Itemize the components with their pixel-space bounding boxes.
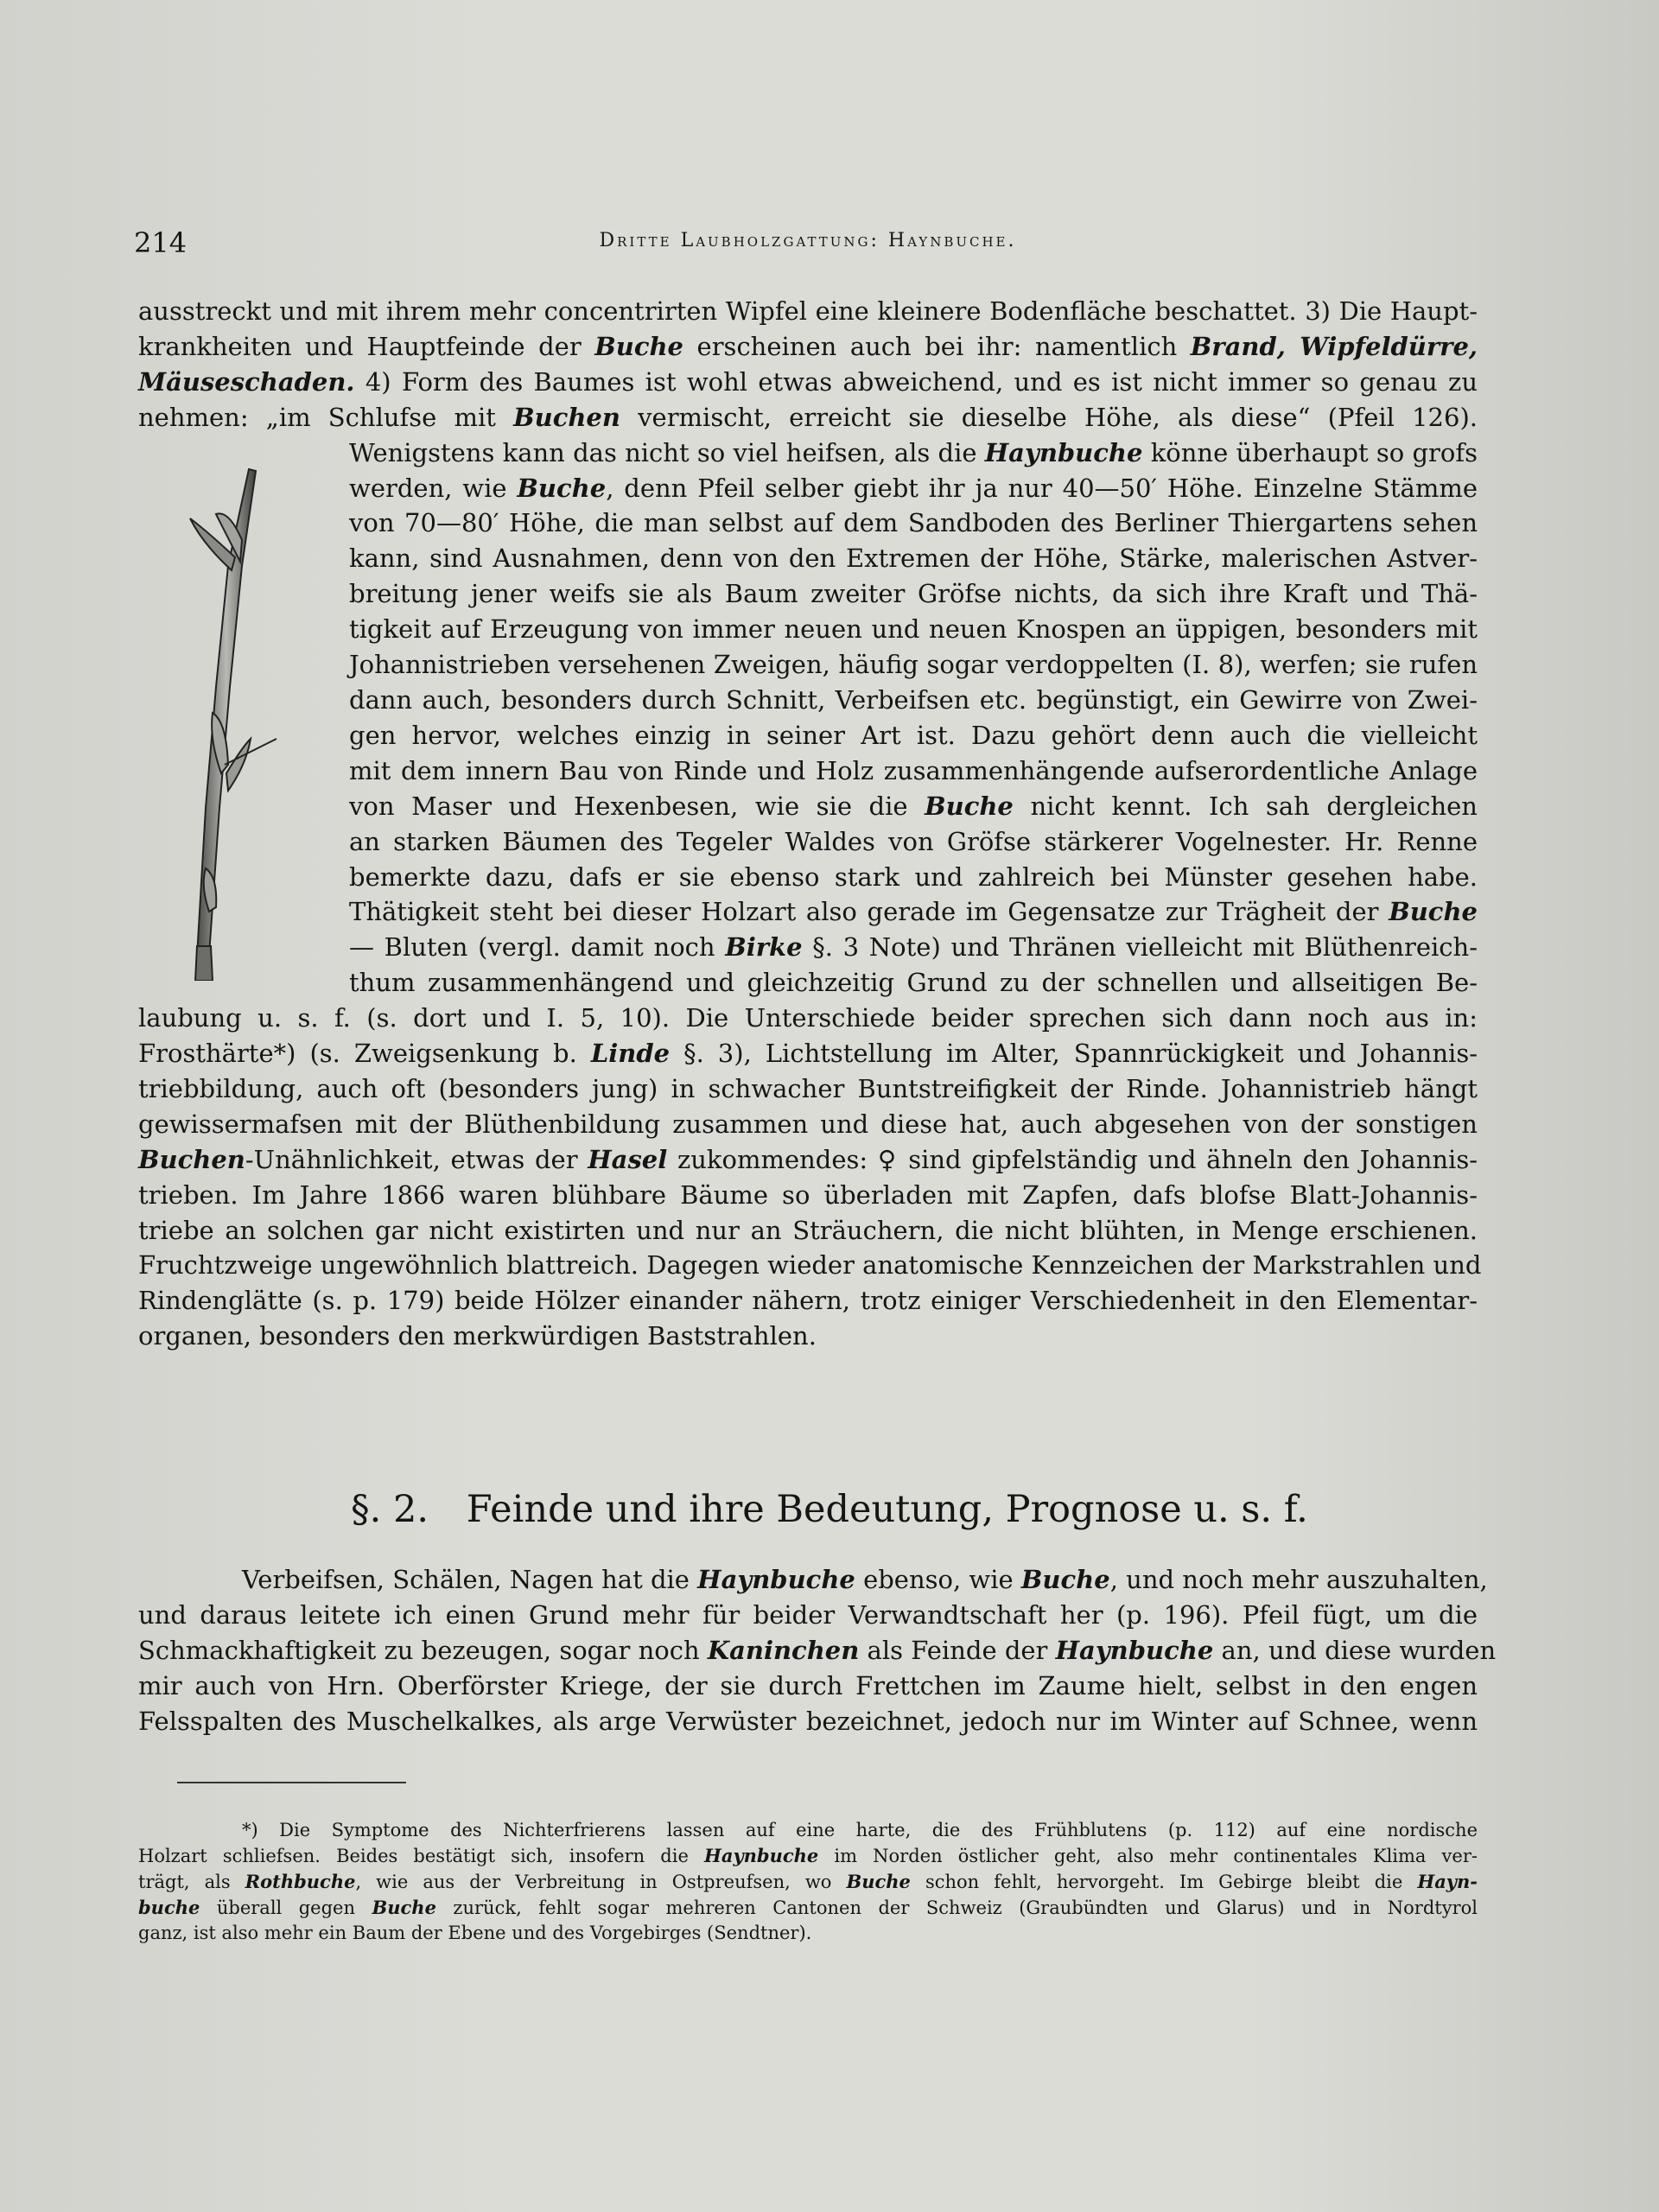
text-run: mir auch von Hrn. Oberförster Kriege, der sie durch Frettchen im Zaume hielt, selbst in den engen [138, 1670, 1478, 1700]
text-run: krankheiten und Hauptfeinde der [138, 331, 595, 361]
text-run: 4) Form des Baumes ist wohl etwas abweichend, und es ist nicht immer so genau zu [354, 366, 1478, 397]
text-line [138, 1869, 1478, 1895]
twig-illustration [156, 462, 294, 981]
text-line [138, 505, 1478, 541]
text-run: nehmen: „im Schlufse mit [138, 402, 514, 432]
text-line [138, 1921, 1478, 1946]
text-run: — Bluten (vergl. damit noch [349, 932, 726, 963]
text-line [138, 612, 1478, 647]
text-run: und daraus leitete ich einen Grund mehr für beider Verwandtschaft her (p. 196). Pfeil fügt, um die [138, 1599, 1478, 1630]
text-run: von Maser und Hexenbesen, wie sie die [349, 791, 925, 821]
text-line [138, 1107, 1478, 1142]
text-line [138, 365, 1478, 400]
text-line [138, 1142, 1478, 1178]
text-line [138, 1598, 1478, 1633]
text-run: thum zusammenhängend und gleichzeitig Grund zu der schnellen und allseitigen Be- [349, 968, 1478, 998]
italic-text: Buche [594, 331, 684, 361]
text-run: Felsspalten des Muschelkalkes, als arge Verwüster bezeichnet, jedoch nur im Winter auf Schnee, wenn [138, 1706, 1478, 1736]
text-line [138, 894, 1478, 930]
italic-text: Linde [590, 1039, 671, 1069]
text-run: erscheinen auch bei ihr: namentlich [683, 331, 1191, 361]
text-line [138, 471, 1478, 506]
text-run: ausstreckt und mit ihrem mehr concentrirten Wipfel eine kleinere Bodenfläche beschattet. 3) Die Haupt- [138, 296, 1478, 326]
italic-text: Birke [725, 932, 803, 963]
text-run: mit dem innern Bau von Rinde und Holz zusammenhängende aufserordentliche Anlage [349, 755, 1478, 785]
italic-text: Mäuseschaden. [138, 366, 355, 397]
text-run: bemerkte dazu, dafs er sie ebenso stark und zahlreich bei Münster gesehen habe. [349, 861, 1478, 892]
text-line [138, 576, 1478, 612]
text-run: ganz, ist also mehr ein Baum der Ebene und des Vorgebirges (Sendtner). [138, 1923, 812, 1943]
text-run: organen, besonders den merkwürdigen Baststrahlen. [138, 1321, 817, 1351]
text-run: werden, wie [349, 473, 518, 503]
text-line [138, 965, 1478, 1001]
text-line [138, 860, 1478, 895]
text-run: Johannistrieben versehenen Zweigen, häufig sogar verdoppelten (I. 8), werfen; sie rufen [349, 650, 1478, 680]
text-line [138, 1633, 1497, 1669]
text-line [138, 1213, 1478, 1249]
text-run: , denn Pfeil selber giebt ihr ja nur 40—50′ Höhe. Einzelne Stämme [606, 473, 1478, 503]
text-run: triebe an solchen gar nicht existirten und nur an Sträuchern, die nicht blühten, in Menge erschienen. [138, 1215, 1478, 1245]
italic-text: Buche [925, 791, 1014, 821]
text-run: §. 3 Note) und Thränen vielleicht mit Blüthenreich- [802, 932, 1478, 963]
text-run: dann auch, besonders durch Schnitt, Verbeifsen etc. begünstigt, ein Gewirre von Zwei- [349, 684, 1478, 715]
text-line [138, 789, 1478, 824]
text-line [138, 647, 1478, 683]
text-run: *) Die Symptome des Nichterfrierens lassen auf eine harte, die des Frühblutens (p. 112) auf eine nordische [242, 1820, 1478, 1840]
text-line [138, 1001, 1478, 1036]
text-line [138, 930, 1478, 965]
italic-text: Buchen [513, 402, 620, 432]
italic-text: Buchen [138, 1144, 245, 1174]
text-line [138, 400, 1478, 435]
text-run: als Feinde der [859, 1635, 1056, 1665]
text-line [138, 294, 1478, 329]
text-run: gewissermafsen mit der Blüthenbildung zusammen und diese hat, auch abgesehen von der sonstigen [138, 1109, 1478, 1139]
text-run: überall gegen [200, 1897, 372, 1918]
running-head [134, 226, 1482, 261]
text-run: , und noch mehr auszuhalten, [1109, 1565, 1488, 1594]
text-line [138, 1562, 1488, 1598]
text-line [138, 1178, 1478, 1213]
section-title: Feinde und ihre Bedeutung, Prognose u. s. f. [466, 1488, 1308, 1531]
italic-text: Buche [372, 1897, 436, 1918]
text-run: Frosthärte*) (s. Zweigsenkung b. [138, 1039, 591, 1069]
text-run: gen hervor, welches einzig in seiner Art ist. Dazu gehört denn auch die vielleicht [349, 720, 1478, 750]
body-text [138, 294, 1482, 1354]
text-line [138, 1036, 1478, 1071]
text-run: Holzart schliefsen. Beides bestätigt sich, insofern die [138, 1846, 704, 1866]
text-run: , wie aus der Verbreitung in Ostpreufsen, wo [355, 1872, 847, 1892]
italic-text: Hasel [588, 1144, 668, 1174]
italic-text: Brand, Wipfeldürre, [1190, 331, 1478, 361]
italic-text: Haynbuche [697, 1565, 855, 1594]
text-line [138, 329, 1478, 365]
footnote [138, 1818, 1478, 1946]
text-line [138, 1818, 1478, 1843]
text-run: Schmackhaftigkeit zu bezeugen, sogar noch [138, 1635, 708, 1665]
italic-text: Kaninchen [707, 1635, 860, 1665]
text-line [138, 1669, 1478, 1704]
text-run: ebenso, wie [855, 1565, 1021, 1594]
section-heading [0, 1488, 1659, 1531]
text-run: zurück, fehlt sogar mehreren Cantonen der Schweiz (Graubündten und Glarus) und in Nordtyrol [435, 1897, 1478, 1918]
italic-text: Haynbuche [1055, 1635, 1214, 1665]
text-line [138, 1283, 1478, 1319]
text-run: kann, sind Ausnahmen, denn von den Extremen der Höhe, Stärke, malerischen Astver- [349, 543, 1478, 574]
footnote-rule [177, 1782, 406, 1783]
text-line [138, 435, 1478, 471]
text-line [138, 1843, 1478, 1869]
text-run: breitung jener weifs sie als Baum zweiter Gröfse nichts, da sich ihre Kraft und Thä- [349, 579, 1478, 609]
text-run: §. 3), Lichtstellung im Alter, Spannrückigkeit und Johannis- [670, 1039, 1478, 1069]
text-run: Verbeifsen, Schälen, Nagen hat die [242, 1565, 698, 1594]
text-line [138, 1704, 1478, 1739]
text-line [138, 753, 1478, 789]
text-line [138, 718, 1478, 753]
italic-text: Buche [1020, 1565, 1110, 1594]
text-run: Rindenglätte (s. p. 179) beide Hölzer einander nähern, trotz einiger Verschiedenheit in den Elementar- [138, 1286, 1478, 1316]
text-run: vermischt, erreicht sie dieselbe Höhe, als diese“ (Pfeil 126). [620, 402, 1478, 432]
text-line [138, 541, 1478, 576]
text-line [138, 824, 1478, 860]
page-number: 214 [134, 226, 188, 259]
italic-text: buche [138, 1897, 200, 1918]
text-run: triebbildung, auch oft (besonders jung) in schwacher Buntstreifigkeit der Rinde. Johannistrieb hängt [138, 1073, 1478, 1103]
text-run: Thätigkeit steht bei dieser Holzart also gerade im Gegensatze zur Trägheit der [349, 897, 1389, 927]
text-run: zukommendes: ♀ sind gipfelständig und ähneln den Johannis- [667, 1144, 1478, 1174]
text-line [138, 1319, 1478, 1354]
text-run: von 70—80′ Höhe, die man selbst auf dem Sandboden des Berliner Thiergartens sehen [349, 508, 1478, 538]
text-run: tigkeit auf Erzeugung von immer neuen und neuen Knospen an üppigen, besonders mit [349, 614, 1478, 645]
text-line [138, 1248, 1482, 1283]
text-run: trieben. Im Jahre 1866 waren blühbare Bäume so überladen mit Zapfen, dafs blofse Blatt-Johannis- [138, 1179, 1478, 1210]
text-run: Wenigstens kann das nicht so viel heifsen, als die [349, 437, 985, 467]
italic-text: Buche [517, 473, 607, 503]
running-title: Dritte Laubholzgattung: Haynbuche. [599, 230, 1017, 251]
text-run: schon fehlt, hervorgeht. Im Gebirge bleibt die [910, 1872, 1418, 1892]
italic-text: Hayn- [1417, 1871, 1478, 1892]
italic-text: Buche [1389, 897, 1478, 927]
text-run: -Unähnlichkeit, etwas der [245, 1144, 588, 1174]
text-line [138, 1895, 1478, 1921]
text-run: nicht kennt. Ich sah dergleichen [1013, 791, 1478, 821]
text-line [138, 683, 1478, 718]
text-run: Fruchtzweige ungewöhnlich blattreich. Dagegen wieder anatomische Kennzeichen der Markstrahlen und [138, 1250, 1482, 1281]
italic-text: Haynbuche [704, 1845, 819, 1866]
text-run: an starken Bäumen des Tegeler Waldes von Gröfse stärkerer Vogelnester. Hr. Renne [349, 826, 1478, 856]
section-text [138, 1562, 1497, 1739]
text-run: könne überhaupt so grofs [1142, 437, 1478, 467]
italic-text: Buche [846, 1871, 911, 1892]
text-run: laubung u. s. f. (s. dort und I. 5, 10). Die Unterschiede beider sprechen sich dann noch aus in: [138, 1003, 1478, 1033]
section-number: §. 2. [351, 1488, 429, 1531]
text-run: im Norden östlicher geht, also mehr continentales Klima ver- [818, 1846, 1478, 1866]
text-run: trägt, als [138, 1872, 245, 1892]
text-run: an, und diese wurden [1213, 1635, 1497, 1665]
text-line [138, 1071, 1478, 1107]
italic-text: Haynbuche [984, 437, 1143, 467]
italic-text: Rothbuche [245, 1871, 356, 1892]
